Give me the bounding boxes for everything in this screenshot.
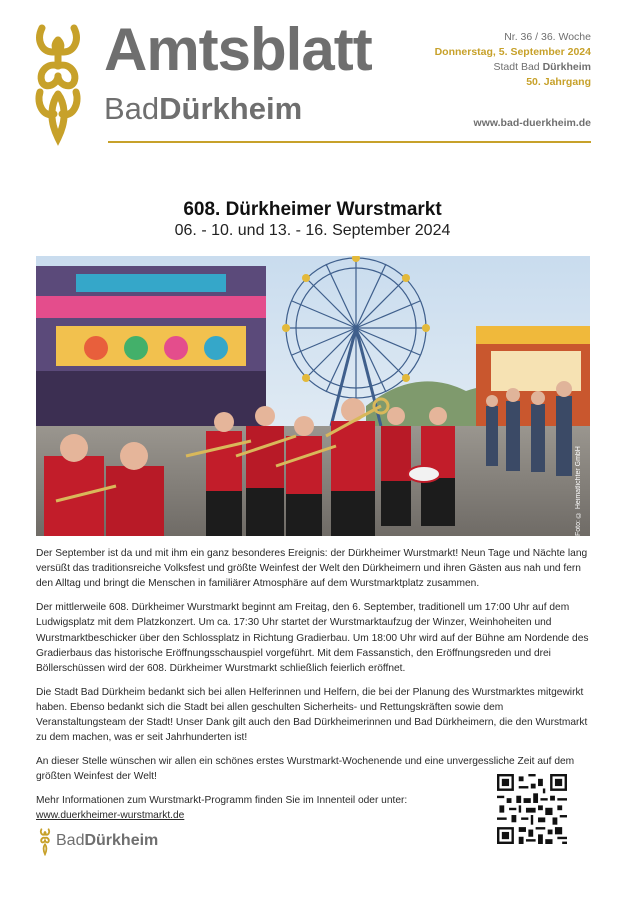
issue-date: Donnerstag, 5. September 2024 [434, 46, 591, 58]
paragraph: An dieser Stelle wünschen wir allen ein schönes erstes Wurstmarkt-Wochenende und eine unvergessliche Zeit auf dem größten Weinfest der Welt! [36, 755, 575, 783]
issuer-bold: Dürkheim [542, 61, 591, 73]
photo-credit: Foto: © Heimatlichter GmbH [575, 446, 582, 536]
issuer [435, 60, 591, 75]
paragraph: Die Stadt Bad Dürkheim bedankt sich bei allen Helferinnen und Helfern, die bei der Planung des Wurstmarktes mitgewirkt haben. Ebenso bedankt sich die Stadt bei allen geschulten Sicherheits- und Rettungskräften sowie dem Veranstaltungsteam der Stadt! Unser Dank gilt auch den Bad Dürkheimerinnen und Bad Dürkheimern, die den Wurstmarkt zu dem machen, was er seit Jahrhunderten ist! [36, 686, 588, 744]
volume: 50. Jahrgang [526, 76, 591, 88]
article-headline: 608. Dürkheimer Wurstmarkt [183, 199, 442, 220]
masthead-subtitle-bold: Dürkheim [159, 91, 303, 126]
qr-code-icon[interactable] [497, 774, 567, 844]
masthead-subtitle-light: Bad [104, 91, 160, 126]
festival-photo [36, 256, 590, 536]
footer-logo-icon [36, 828, 54, 856]
masthead-subtitle [104, 92, 302, 126]
website-link[interactable]: www.bad-duerkheim.de [473, 117, 591, 129]
festival-illustration [36, 256, 590, 536]
article-dates: 06. - 10. und 13. - 16. September 2024 [174, 222, 451, 239]
footer-brand-bold: Dürkheim [84, 832, 159, 849]
wurstmarkt-link[interactable]: www.duerkheimer-wurstmarkt.de [36, 810, 185, 822]
footer-brand [56, 832, 158, 850]
issue-meta [435, 30, 591, 90]
footer-brand-light: Bad [56, 832, 85, 849]
bad-duerkheim-logo-icon [34, 22, 82, 146]
more-info-text: Mehr Informationen zum Wurstmarkt-Programm finden Sie im Innenteil oder unter: [36, 794, 408, 806]
masthead-title: Amtsblatt [104, 16, 372, 83]
paragraph: Der September ist da und mit ihm ein ganz besonderes Ereignis: der Dürkheimer Wurstmarkt! Neun Tage und Nächte lang versüßt das traditionsreiche Volksfest und größte Weinfest der Welt den Dürkheimern und ihren Gästen aus nah und fern den Alltag und bringt die Menschen in familiärer Atmosphäre auf dem Wurstmarktplatz zusammen. [36, 548, 588, 590]
issue-number: Nr. 36 / 36. Woche [504, 31, 591, 43]
issuer-light: Stadt Bad [493, 61, 540, 73]
paragraph: Der mittlerweile 608. Dürkheimer Wurstmarkt beginnt am Freitag, den 6. September, traditionell um 17:00 Uhr auf dem Ludwigsplatz mit dem Platzkonzert. Um ca. 17:30 Uhr startet der Wurstmarktaufzug der Winzer, Weinhoheiten und Wurstmarktbeschicker über den Schlossplatz in Richtung Gradierbau. Um 18:00 Uhr wird auf der Bühne am Nordende des Gradierbaus das historische Eröffnungsschauspiel vorgeführt. Mit dem Fassanstich, den Eröffnungsreden und drei Böllerschüssen wird der 608. Dürkheimer Wurstmarkt schließlich feierlich eröffnet. [36, 602, 589, 674]
header-divider [108, 141, 591, 143]
